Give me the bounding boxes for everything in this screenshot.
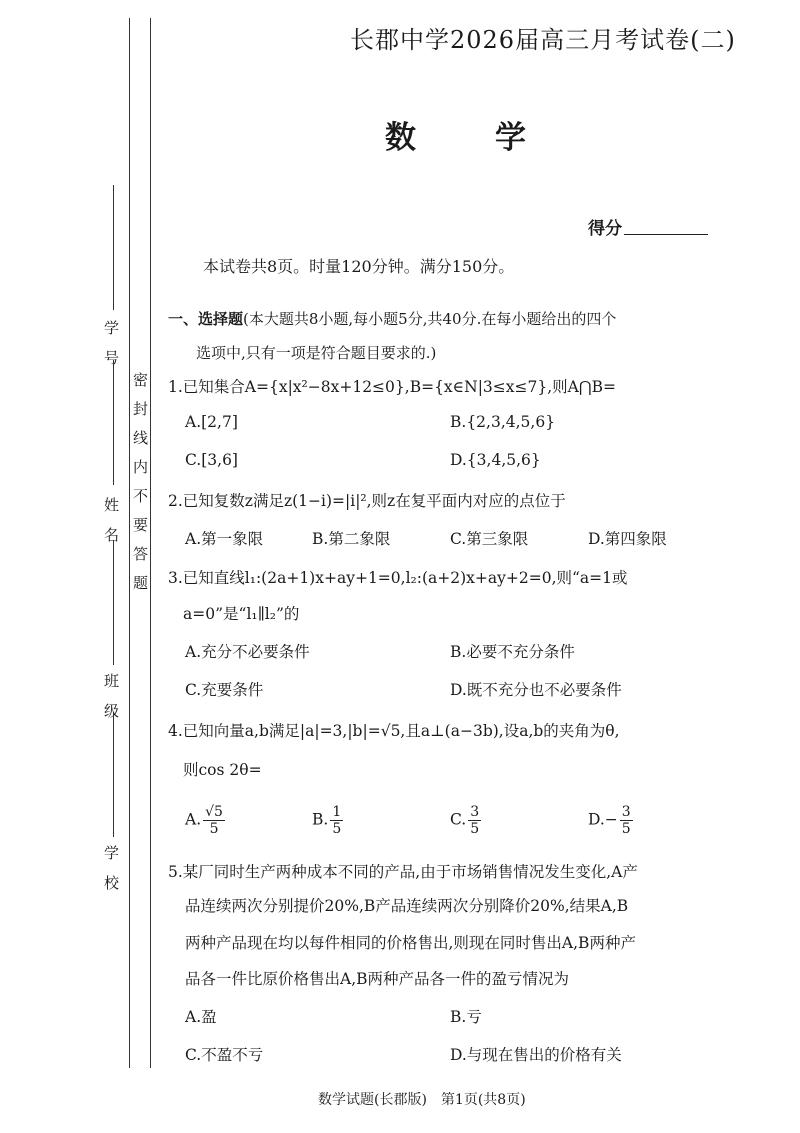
seal-text: 密封线内不要答题 [131, 372, 149, 604]
q4-stem-line1: 4.已知向量a,b满足|a|=3,|b|=√5,且a⊥(a−3b),设a,b的夹角为θ, [168, 722, 620, 740]
q1-option-b[interactable]: B.{2,3,4,5,6} [450, 413, 556, 431]
q1-stem: 1.已知集合A={x|x²−8x+12≤0},B={x∈N|3≤x≤7},则A⋂B= [168, 378, 616, 396]
q5-stem-line4: 品各一件比原价格售出A,B两种产品各一件的盈亏情况为 [185, 970, 570, 988]
q3-option-a[interactable]: A.充分不必要条件 [185, 643, 310, 661]
q2-stem: 2.已知复数z满足z(1−i)=|i|²,则z在复平面内对应的点位于 [168, 492, 566, 510]
field-student-id-line [113, 185, 114, 310]
q2-option-a[interactable]: A.第一象限 [185, 530, 264, 548]
q3-stem-line2: a=0”是“l₁∥l₂”的 [183, 605, 300, 623]
subject-title: 数 学 [385, 120, 550, 156]
q1-option-a[interactable]: A.[2,7] [185, 413, 238, 431]
q4-option-b[interactable]: B. $\frac{1}{5}$ [312, 804, 342, 837]
section-desc-2: 选项中,只有一项是符合题目要求的.) [196, 344, 437, 362]
q1-option-d[interactable]: D.{3,4,5,6} [450, 451, 541, 469]
score-blank[interactable] [624, 234, 708, 235]
section-desc-1: (本大题共8小题,每小题5分,共40分.在每小题给出的四个 [243, 310, 617, 328]
exam-intro: 本试卷共8页。时量120分钟。满分150分。 [203, 257, 515, 276]
q5-option-b[interactable]: B.亏 [450, 1008, 482, 1026]
section-heading [168, 302, 728, 370]
q5-option-a[interactable]: A.盈 [185, 1008, 217, 1026]
q3-option-d[interactable]: D.既不充分也不必要条件 [450, 681, 622, 699]
q5-option-c[interactable]: C.不盈不亏 [185, 1046, 264, 1064]
q4-option-d[interactable]: D.− $\frac{3}{5}$ [588, 804, 631, 837]
q5-option-d[interactable]: D.与现在售出的价格有关 [450, 1046, 622, 1064]
q3-option-c[interactable]: C.充要条件 [185, 681, 264, 699]
field-student-id: 学 号 [102, 320, 120, 365]
q4-stem-line2: 则cos 2θ= [183, 761, 262, 779]
q5-stem-line1: 5.某厂同时生产两种成本不同的产品,由于市场销售情况发生变化,A产 [168, 863, 638, 881]
q5-stem-line3: 两种产品现在均以每件相同的价格售出,则现在同时售出A,B两种产 [185, 934, 636, 952]
exam-title: 长郡中学2026届高三月考试卷(二) [350, 26, 736, 54]
q3-stem-line1: 3.已知直线l₁:(2a+1)x+ay+1=0,l₂:(a+2)x+ay+2=0,则“a=1或 [168, 569, 628, 587]
binding-line-inner [150, 18, 151, 1068]
field-name-line [113, 360, 114, 485]
score-label: 得分 [588, 219, 622, 239]
q2-option-c[interactable]: C.第三象限 [450, 530, 529, 548]
field-class: 班 级 [102, 673, 120, 718]
page-footer: 数学试题(长郡版) 第1页(共8页) [318, 1092, 526, 1108]
q5-stem-line2: 品连续两次分别提价20%,B产品连续两次分别降价20%,结果A,B [185, 897, 629, 915]
q2-option-b[interactable]: B.第二象限 [312, 530, 391, 548]
field-school-line [113, 712, 114, 837]
binding-line-outer [129, 18, 130, 1068]
section-title: 一、选择题 [168, 310, 244, 328]
q2-option-d[interactable]: D.第四象限 [588, 530, 667, 548]
q4-option-c[interactable]: C. $\frac{3}{5}$ [450, 804, 480, 837]
field-class-line [113, 540, 114, 665]
q3-option-b[interactable]: B.必要不充分条件 [450, 643, 575, 661]
field-name: 姓 名 [102, 497, 120, 542]
q1-option-c[interactable]: C.[3,6] [185, 451, 238, 469]
field-school: 学 校 [102, 845, 120, 890]
q4-option-a[interactable]: A. $\frac{√5}{5}$ [185, 804, 223, 837]
